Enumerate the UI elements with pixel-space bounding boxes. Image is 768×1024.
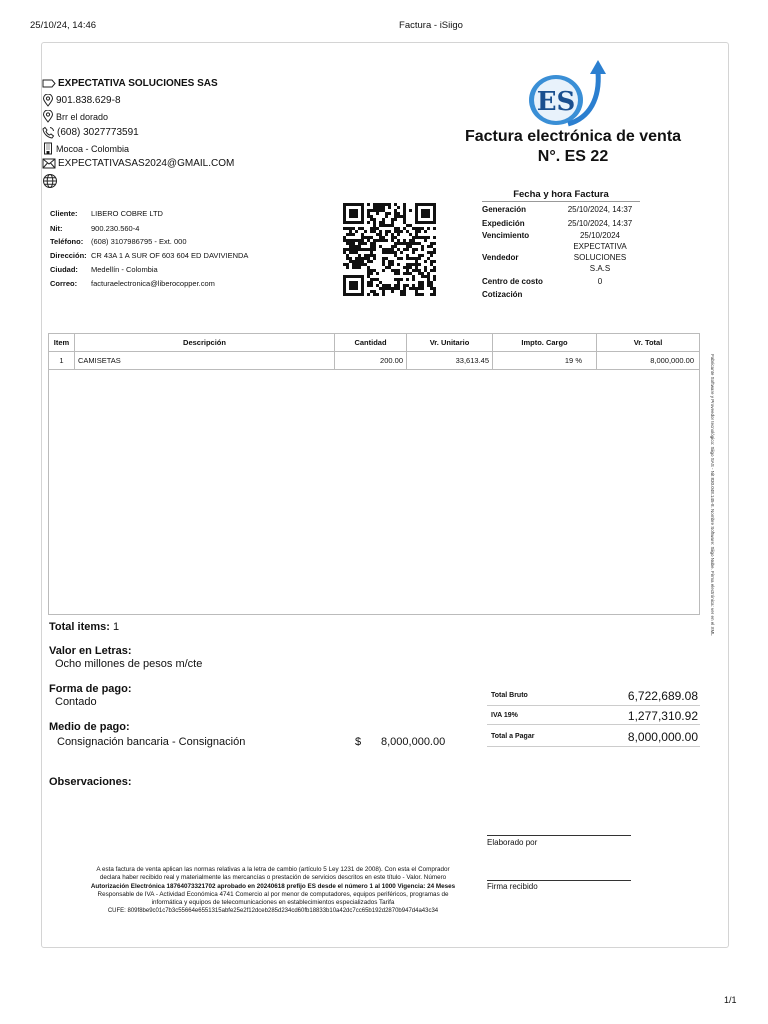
client-phone: (608) 3107986795 - Ext. 000 <box>91 237 187 246</box>
observaciones-label: Observaciones: <box>49 776 132 788</box>
qr-code <box>343 202 436 297</box>
client-nit-label: Nit: <box>50 224 63 233</box>
column-header: Vr. Unitario <box>407 334 493 352</box>
location-pin-icon <box>42 94 54 107</box>
medio-pago-value: Consignación bancaria - Consignación <box>57 736 246 748</box>
invoice-title: Factura electrónica de venta <box>464 128 682 145</box>
iva-value: 1,277,310.92 <box>627 709 698 723</box>
company-name: EXPECTATIVA SOLUCIONES SAS <box>58 78 218 89</box>
centro-costo-label: Centro de costo <box>482 277 543 286</box>
globe-icon <box>42 173 58 189</box>
building-icon <box>42 142 54 155</box>
client-nit: 900.230.560-4 <box>91 224 140 233</box>
vendedor-label: Vendedor <box>482 253 519 262</box>
recibido-label: Firma recibido <box>487 882 538 891</box>
client-city: Medellín - Colombia <box>91 265 158 274</box>
centro-costo-value: 0 <box>597 277 603 286</box>
items-table <box>48 333 700 370</box>
valor-letras-label: Valor en Letras: <box>49 645 132 657</box>
table-header-row <box>49 334 700 352</box>
company-email: EXPECTATIVASAS2024@GMAIL.COM <box>58 158 235 169</box>
forma-pago-value: Contado <box>55 696 97 708</box>
company-logo <box>520 58 612 128</box>
vendedor-value-3: S.A.S <box>589 264 611 273</box>
generacion-label: Generación <box>482 205 527 214</box>
legal-line: A esta factura de venta aplican las normas relativas a la letra de cambio (artículo 5 Ley 1231 de 2008). Con esta el Comprador <box>96 866 450 873</box>
column-header: Descripción <box>75 334 335 352</box>
vendedor-value-1: EXPECTATIVA <box>573 242 627 251</box>
client-city-label: Ciudad: <box>50 265 78 274</box>
qr-modules <box>343 203 436 296</box>
totals-divider <box>487 724 700 725</box>
total-cell: 8,000,000.00 <box>597 352 700 370</box>
legal-text <box>60 866 486 916</box>
cufe-line: CUFE: 809f8be9c01c7b3c55664e6551315abfe25e2f12dceb285d234cd60fb18833b10a42dc7cc65b192d2870b947d4a43c34 <box>107 908 439 915</box>
vencimiento-label: Vencimiento <box>482 231 530 240</box>
client-label: Cliente: <box>50 209 78 218</box>
fecha-heading: Fecha y hora Factura <box>513 189 609 200</box>
total-items-row <box>49 621 119 633</box>
quantity-cell: 200.00 <box>335 352 407 370</box>
client-name: LIBERO COBRE LTD <box>91 209 163 218</box>
envelope-icon <box>42 158 56 169</box>
client-email-label: Correo: <box>50 279 78 288</box>
total-items-label: Total items: <box>49 621 110 633</box>
totals-divider <box>487 705 700 706</box>
company-nit: 901.838.629-8 <box>56 95 121 106</box>
unit-price-cell: 33,613.45 <box>407 352 493 370</box>
description-cell: CAMISETAS <box>75 352 335 370</box>
iva-label: IVA 19% <box>491 712 518 719</box>
table-row <box>49 352 700 370</box>
client-address: CR 43A 1 A SUR OF 603 604 ED DAVIVIENDA <box>91 251 249 260</box>
client-phone-label: Teléfono: <box>50 237 84 246</box>
client-email: facturaelectronica@liberocopper.com <box>91 279 215 288</box>
invoice-number: N°. ES 22 <box>537 148 609 165</box>
column-header: Impto. Cargo <box>493 334 597 352</box>
legal-line: Autorización Electrónica 18764073321702 aprobado en 20240618 prefijo ES desde el número 1 al 1000 Vigencia: 24 Meses <box>90 882 456 890</box>
page-number: 1/1 <box>724 995 737 1005</box>
column-header: Vr. Total <box>597 334 700 352</box>
column-header: Item <box>49 334 75 352</box>
medio-pago-currency: $ <box>355 736 362 748</box>
item-cell: 1 <box>49 352 75 370</box>
cotizacion-label: Cotización <box>482 290 523 299</box>
tag-icon <box>42 79 56 88</box>
expedicion-label: Expedición <box>482 219 525 228</box>
total-bruto-label: Total Bruto <box>491 692 528 699</box>
recibido-signature-line <box>487 880 631 881</box>
print-datetime: 25/10/24, 14:46 <box>30 20 97 31</box>
forma-pago-label: Forma de pago: <box>49 683 132 695</box>
elaborado-signature-line <box>487 835 631 836</box>
fecha-divider <box>482 201 640 202</box>
total-items-value: 1 <box>112 621 120 633</box>
valor-letras-value: Ocho millones de pesos m/cte <box>55 658 203 670</box>
company-web-row <box>42 173 58 189</box>
vendedor-value-2: SOLUCIONES <box>573 253 627 262</box>
company-city-row <box>42 142 129 155</box>
column-header: Cantidad <box>335 334 407 352</box>
medio-pago-label: Medio de pago: <box>49 721 130 733</box>
tax-cell: 19 % <box>493 352 597 370</box>
company-email-row <box>42 158 234 169</box>
legal-line: declara haber recibido real y materialmente las mercancías o prestación de servicios descritos en este título - Valor. Número <box>99 874 447 882</box>
company-city: Mocoa - Colombia <box>56 143 130 154</box>
total-pagar-label: Total a Pagar <box>491 733 535 740</box>
vertical-software-note: Fabricante Software y Proveedor tecnológico: Siigo SAS - Nit 830.048.145-8. Nombre Software: Siigo Nube. Firma electrónica: ver en el XML <box>710 354 715 636</box>
medio-pago-amount: 8,000,000.00 <box>381 736 446 748</box>
total-bruto-value: 6,722,689.08 <box>627 689 698 703</box>
totals-divider <box>487 746 700 747</box>
location-pin-icon <box>42 110 54 123</box>
legal-line: informática y equipos de telecomunicaciones en establecimientos especializados Tarifa <box>151 899 395 907</box>
logo-text: ES <box>536 87 576 117</box>
company-name-row <box>42 78 218 89</box>
print-title: Factura - iSiigo <box>399 20 463 31</box>
items-table-frame <box>48 333 700 615</box>
elaborado-label: Elaborado por <box>487 838 538 847</box>
company-address-row <box>42 110 108 123</box>
expedicion-value: 25/10/2024, 14:37 <box>567 219 633 228</box>
total-pagar-value: 8,000,000.00 <box>627 730 698 744</box>
vencimiento-value: 25/10/2024 <box>579 231 621 240</box>
company-nit-row <box>42 94 121 107</box>
legal-line: Responsable de IVA - Actividad Económica 4741 Comercio al por menor de computadores, equipos periféricos, programas de <box>97 890 449 898</box>
phone-icon <box>42 126 55 139</box>
company-address: Brr el dorado <box>56 111 109 122</box>
generacion-value: 25/10/2024, 14:37 <box>567 205 633 214</box>
company-phone: (608) 3027773591 <box>57 127 139 138</box>
client-address-label: Dirección: <box>50 251 87 260</box>
company-phone-row <box>42 126 139 139</box>
